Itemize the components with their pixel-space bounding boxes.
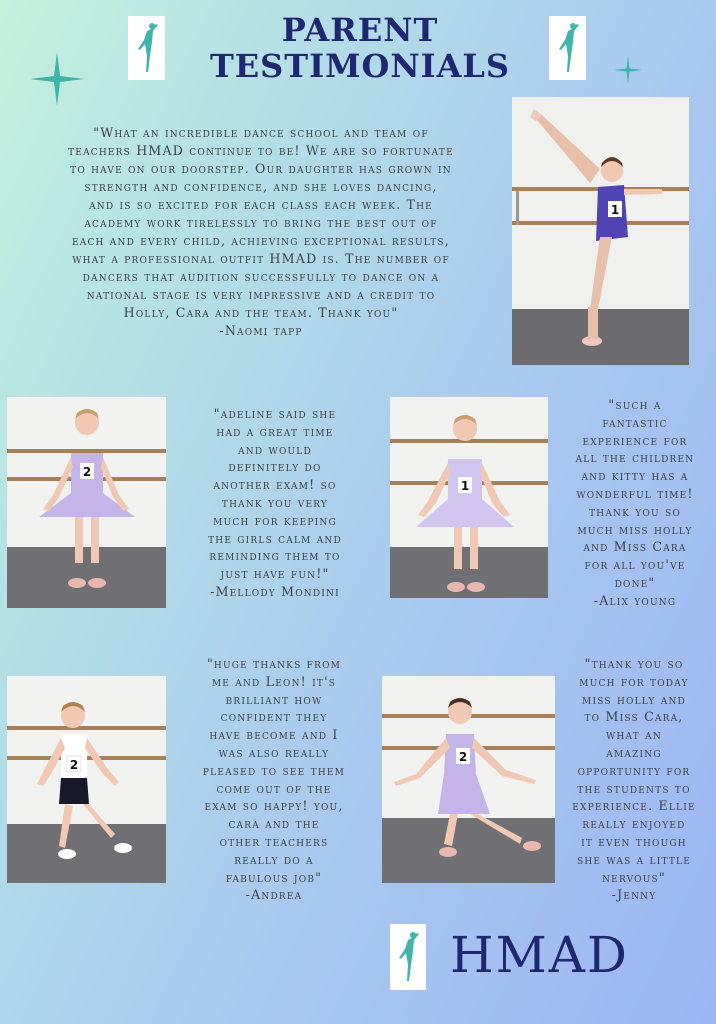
dancer-photo-5	[382, 676, 555, 883]
dancer-photo-4	[7, 676, 166, 883]
testimonial-1	[22, 124, 500, 340]
quote-line: thank you very	[221, 494, 329, 510]
svg-text:2: 2	[69, 758, 79, 772]
quote-line: much miss holly	[577, 521, 693, 537]
quote-author: -Mellody Mondini	[210, 583, 340, 599]
quote-line: "What an incredible dance school and team of	[93, 125, 429, 140]
quote-line: experience for	[582, 432, 688, 448]
svg-text:2: 2	[458, 750, 468, 764]
quote-line: academy work tirelessly to bring the best out of	[84, 215, 438, 230]
quote-line: come out of the	[216, 780, 332, 796]
dancer-photo-1	[512, 97, 689, 365]
quote-line: cara and the	[228, 816, 320, 832]
testimonial-2	[180, 405, 370, 601]
quote-line: fabulous job"	[225, 869, 323, 885]
quote-line: had a great time	[216, 423, 334, 439]
quote-line: pleased to see them	[202, 762, 346, 778]
quote-line: the girls calm and	[208, 530, 342, 546]
quote-line: wonderful time!	[576, 485, 694, 501]
quote-line: much for today	[579, 673, 689, 689]
title-line-1: PARENT	[281, 11, 439, 49]
quote-line: really enjoyed	[582, 816, 686, 832]
quote-line: have become and I	[209, 727, 339, 743]
testimonial-3	[560, 396, 710, 610]
svg-text:1: 1	[610, 203, 620, 217]
dancer-logo-icon	[390, 924, 426, 990]
quote-line: "adeline said she	[213, 406, 337, 421]
quote-line: strength and confidence, and she loves dancing,	[84, 179, 438, 194]
page-title	[180, 12, 540, 84]
quote-line: it even though	[581, 833, 687, 849]
quote-line: me and Leon! it's	[211, 673, 337, 689]
quote-line: confident they	[220, 709, 328, 725]
quote-line: "thank you so	[584, 656, 684, 671]
quote-line: and would	[238, 441, 312, 457]
quote-author: -Naomi tapp	[219, 323, 303, 338]
quote-line: what an	[606, 727, 662, 743]
quote-line: what a professional outfit HMAD is. The number of	[72, 251, 450, 266]
quote-line: and is so excited for each class each week. The	[89, 197, 433, 212]
dancer-logo-icon	[128, 16, 165, 80]
quote-line: miss holly and	[582, 691, 686, 707]
quote-line: to Miss Cara,	[584, 709, 684, 725]
quote-line: nervous"	[602, 869, 666, 885]
quote-author: -Alix young	[593, 592, 677, 608]
quote-line: really do a	[234, 851, 314, 867]
quote-line: just have fun!"	[220, 566, 330, 582]
quote-line: exam so happy! you,	[204, 798, 344, 814]
quote-author: -Andrea	[245, 887, 303, 903]
sparkle-icon	[30, 52, 84, 106]
quote-line: "such a	[608, 397, 662, 412]
quote-line: opportunity for	[577, 762, 691, 778]
quote-line: amazing	[606, 744, 662, 760]
quote-line: brilliant how	[225, 691, 323, 707]
quote-line: teachers HMAD continue to be! We are so fortunate	[68, 143, 454, 158]
quote-line: definitely do	[228, 459, 322, 475]
quote-line: experience. Ellie	[572, 798, 696, 814]
testimonial-4	[176, 655, 372, 904]
quote-line: much for keeping	[213, 512, 337, 528]
quote-line: other teachers	[219, 833, 329, 849]
quote-line: dancers that audition successfully to dance on a	[82, 269, 440, 284]
quote-author: -Jenny	[611, 887, 657, 903]
quote-line: fantastic	[602, 414, 668, 430]
svg-text:2: 2	[82, 465, 92, 479]
quote-line: to have on our doorstep. Our daughter has grown in	[70, 161, 452, 176]
quote-line: was also really	[218, 744, 330, 760]
sparkle-icon	[614, 56, 642, 84]
quote-line: all the children	[575, 450, 695, 466]
brand-name: HMAD	[450, 926, 629, 984]
quote-line: and kitty has a	[581, 468, 689, 484]
quote-line: she was a little	[576, 851, 691, 867]
quote-line: "huge thanks from	[206, 656, 342, 671]
quote-line: reminding them to	[209, 548, 341, 564]
dancer-photo-2	[7, 397, 166, 608]
title-line-2: TESTIMONIALS	[209, 47, 511, 85]
testimonial-5	[556, 655, 712, 904]
quote-line: thank you so	[589, 503, 681, 519]
quote-line: another exam! so	[213, 477, 337, 493]
quote-line: national stage is very impressive and a credit to	[86, 287, 436, 302]
quote-line: the students to	[577, 780, 691, 796]
quote-line: Holly, Cara and the team. Thank you"	[123, 305, 399, 320]
dancer-logo-icon	[549, 16, 586, 80]
quote-line: each and every child, achieving exceptional results,	[72, 233, 450, 248]
svg-text:1: 1	[460, 479, 470, 493]
quote-line: for all you've	[584, 557, 686, 573]
quote-line: done"	[614, 574, 656, 590]
quote-line: and Miss Cara	[583, 539, 687, 555]
dancer-photo-3	[390, 397, 548, 598]
